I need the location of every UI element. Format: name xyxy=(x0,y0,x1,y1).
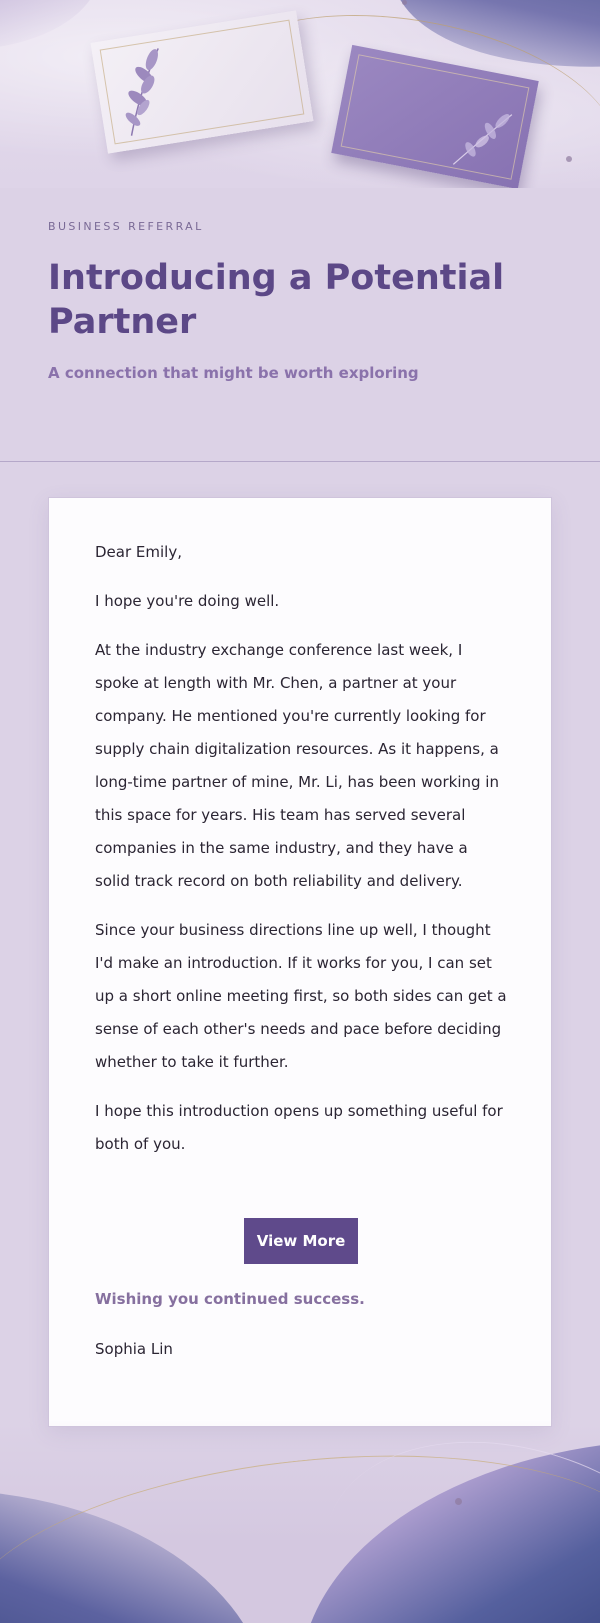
section-divider xyxy=(0,461,600,462)
eyebrow-label: BUSINESS REFERRAL xyxy=(48,220,204,233)
page-title: Introducing a Potential Partner xyxy=(48,258,505,342)
decor-dot xyxy=(566,156,572,162)
leaf-branch-icon xyxy=(443,98,519,179)
letter-paragraph: At the industry exchange conference last week, I spoke at length with Mr. Chen, a partner at your company. He mentioned you're currently looking for supply chain digitalization resources. As it happens, a long-time partner of mine, Mr. Li, has been working in this space for years. His team has served several companies in the same industry, and they have a solid track record on both reliability and delivery. xyxy=(95,641,499,890)
letter-body xyxy=(95,536,507,1177)
hero-watercolor-left xyxy=(0,0,100,50)
hero-banner xyxy=(0,0,600,188)
greeting: Dear Emily, xyxy=(95,543,182,561)
footer-light-line xyxy=(289,1420,600,1623)
decor-dot xyxy=(402,0,407,5)
letter-card xyxy=(48,497,552,1427)
view-more-button[interactable]: View More xyxy=(244,1218,358,1264)
page-subtitle: A connection that might be worth exploring xyxy=(48,364,419,382)
letter-paragraph: Since your business directions line up well, I thought I'd make an introduction. If it works for you, I can set up a short online meeting first, so both sides can get a sense of each other's needs and pace before deciding whether to take it further. xyxy=(95,921,507,1071)
closing-line: Wishing you continued success. xyxy=(95,1290,365,1308)
decor-dot xyxy=(455,1498,462,1505)
letter-paragraph: I hope you're doing well. xyxy=(95,592,280,610)
signature: Sophia Lin xyxy=(95,1340,173,1358)
leaf-branch-icon xyxy=(106,40,190,142)
letter-paragraph: I hope this introduction opens up something useful for both of you. xyxy=(95,1102,503,1153)
footer-illustration xyxy=(0,1420,600,1623)
